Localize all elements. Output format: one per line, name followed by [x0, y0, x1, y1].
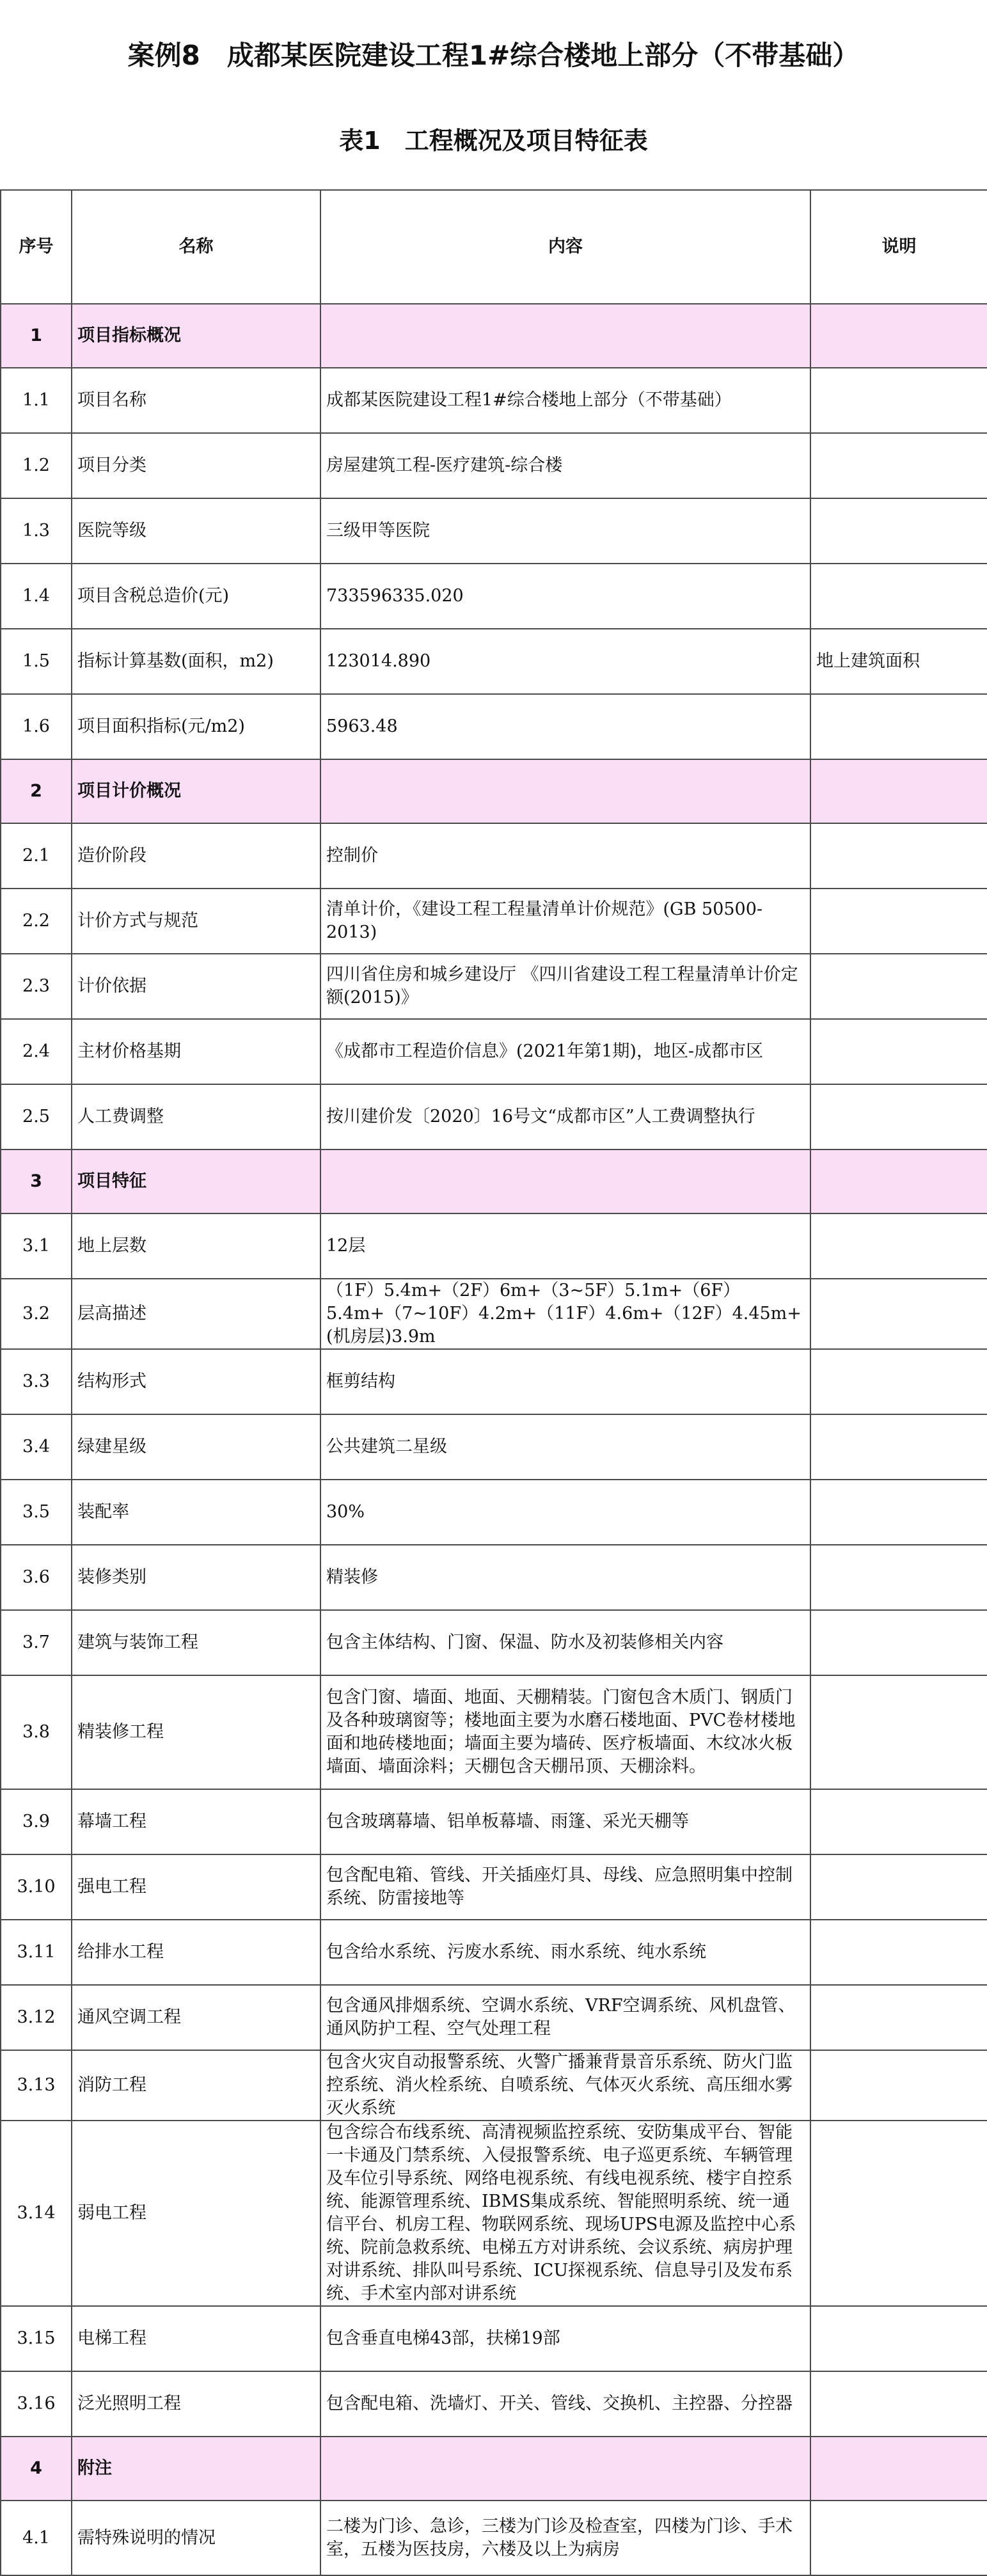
cell-name: 项目面积指标(元/m2) [72, 694, 320, 759]
table-row [1, 889, 987, 954]
table-row [1, 1545, 987, 1610]
cell-name: 给排水工程 [72, 1920, 320, 1985]
cell-note [810, 2121, 987, 2306]
table-row [1, 2371, 987, 2437]
table-row [1, 1084, 987, 1150]
cell-content: 733596335.020 [320, 564, 810, 629]
cell-content: 包含综合布线系统、高清视频监控系统、安防集成平台、智能一卡通及门禁系统、入侵报警系统、电子巡更系统、车辆管理及车位引导系统、网络电视系统、有线电视系统、楼宇自控系统、能源管理系统、IBMS集成系统、智能照明系统、统一通信平台、机房工程、物联网系统、现场UPS电源及监控中心系统、院前急救系统、电梯五方对讲系统、会议系统、病房护理对讲系统、排队叫号系统、ICU探视系统、信息导引及发布系统、手术室内部对讲系统 [320, 2121, 810, 2306]
cell-content: 包含主体结构、门窗、保温、防水及初装修相关内容 [320, 1610, 810, 1675]
cell-name: 项目计价概况 [72, 759, 320, 823]
cell-no: 3.3 [1, 1349, 72, 1414]
cell-note [810, 564, 987, 629]
cell-name: 计价方式与规范 [72, 889, 320, 954]
cell-no: 2.4 [1, 1019, 72, 1084]
cell-name: 装修类别 [72, 1545, 320, 1610]
cell-content [320, 2437, 810, 2501]
cell-name: 附注 [72, 2437, 320, 2501]
cell-content [320, 304, 810, 368]
cell-no: 3.14 [1, 2121, 72, 2306]
cell-name: 弱电工程 [72, 2121, 320, 2306]
cell-note [810, 1084, 987, 1150]
cell-name: 指标计算基数(面积，m2) [72, 629, 320, 694]
cell-note [810, 433, 987, 498]
cell-note [810, 1675, 987, 1789]
cell-name: 幕墙工程 [72, 1789, 320, 1854]
cell-content: 清单计价，《建设工程工程量清单计价规范》(GB 50500-2013) [320, 889, 810, 954]
cell-content: 包含配电箱、管线、开关插座灯具、母线、应急照明集中控制系统、防雷接地等 [320, 1854, 810, 1920]
table-row [1, 1414, 987, 1480]
cell-name: 项目特征 [72, 1150, 320, 1213]
table-row [1, 1213, 987, 1279]
cell-content: 包含通风排烟系统、空调水系统、VRF空调系统、风机盘管、通风防护工程、空气处理工程 [320, 1985, 810, 2050]
cell-note [810, 1610, 987, 1675]
cell-no: 4 [1, 2437, 72, 2501]
cell-content: 房屋建筑工程-医疗建筑-综合楼 [320, 433, 810, 498]
cell-no: 2.1 [1, 823, 72, 889]
cell-content: 包含火灾自动报警系统、火警广播兼背景音乐系统、防火门监控系统、消火栓系统、自喷系统、气体灭火系统、高压细水雾灭火系统 [320, 2050, 810, 2121]
cell-note [810, 1213, 987, 1279]
table-row [1, 368, 987, 433]
cell-content: 二楼为门诊、急诊，三楼为门诊及检查室，四楼为门诊、手术室，五楼为医技房，六楼及以上为病房 [320, 2501, 810, 2575]
header-note: 说明 [810, 190, 987, 304]
cell-no: 1.6 [1, 694, 72, 759]
cell-note [810, 2437, 987, 2501]
table-row [1, 1019, 987, 1084]
cell-content: 包含玻璃幕墙、铝单板幕墙、雨篷、采光天棚等 [320, 1789, 810, 1854]
cell-no: 1.1 [1, 368, 72, 433]
table-row [1, 2050, 987, 2121]
table-row [1, 1675, 987, 1789]
cell-content: 包含门窗、墙面、地面、天棚精装。门窗包含木质门、钢质门及各种玻璃窗等；楼地面主要为水磨石楼地面、PVC卷材楼地面和地砖楼地面；墙面主要为墙砖、医疗板墙面、木纹冰火板墙面、墙面涂料；天棚包含天棚吊顶、天棚涂料。 [320, 1675, 810, 1789]
cell-note [810, 1545, 987, 1610]
cell-note [810, 889, 987, 954]
header-name: 名称 [72, 190, 320, 304]
table-row [1, 564, 987, 629]
cell-name: 通风空调工程 [72, 1985, 320, 2050]
cell-name: 装配率 [72, 1480, 320, 1545]
cell-note [810, 1150, 987, 1213]
cell-note [810, 1789, 987, 1854]
cell-content: 包含给水系统、污废水系统、雨水系统、纯水系统 [320, 1920, 810, 1985]
cell-no: 3.16 [1, 2371, 72, 2437]
cell-note [810, 694, 987, 759]
cell-no: 2.2 [1, 889, 72, 954]
cell-name: 项目指标概况 [72, 304, 320, 368]
cell-name: 项目名称 [72, 368, 320, 433]
cell-no: 3.7 [1, 1610, 72, 1675]
cell-name: 强电工程 [72, 1854, 320, 1920]
table-row [1, 823, 987, 889]
cell-note [810, 823, 987, 889]
cell-note [810, 368, 987, 433]
cell-no: 1.3 [1, 498, 72, 564]
header-no: 序号 [1, 190, 72, 304]
cell-note [810, 2501, 987, 2575]
section-row [1, 304, 987, 368]
section-row [1, 2437, 987, 2501]
cell-no: 3.4 [1, 1414, 72, 1480]
cell-name: 主材价格基期 [72, 1019, 320, 1084]
cell-content: 5963.48 [320, 694, 810, 759]
cell-name: 消防工程 [72, 2050, 320, 2121]
cell-no: 2.5 [1, 1084, 72, 1150]
table-row [1, 433, 987, 498]
page-title: 案例8 成都某医院建设工程1#综合楼地上部分（不带基础） [127, 40, 860, 71]
table-row [1, 1279, 987, 1349]
cell-content: 123014.890 [320, 629, 810, 694]
cell-note [810, 498, 987, 564]
cell-name: 建筑与装饰工程 [72, 1610, 320, 1675]
cell-no: 3.1 [1, 1213, 72, 1279]
header-row [1, 190, 987, 304]
project-spec-table [0, 189, 987, 2576]
cell-no: 3.11 [1, 1920, 72, 1985]
cell-no: 1.4 [1, 564, 72, 629]
cell-note [810, 1414, 987, 1480]
cell-name: 层高描述 [72, 1279, 320, 1349]
cell-note [810, 759, 987, 823]
cell-content: 四川省住房和城乡建设厅 《四川省建设工程工程量清单计价定额(2015)》 [320, 954, 810, 1019]
cell-no: 3.6 [1, 1545, 72, 1610]
cell-name: 医院等级 [72, 498, 320, 564]
cell-content: 30% [320, 1480, 810, 1545]
cell-name: 绿建星级 [72, 1414, 320, 1480]
cell-name: 计价依据 [72, 954, 320, 1019]
cell-name: 泛光照明工程 [72, 2371, 320, 2437]
table-row [1, 1349, 987, 1414]
table-row [1, 1610, 987, 1675]
cell-name: 项目含税总造价(元) [72, 564, 320, 629]
cell-no: 3.10 [1, 1854, 72, 1920]
table-row [1, 1854, 987, 1920]
cell-note [810, 1019, 987, 1084]
table-row [1, 1985, 987, 2050]
cell-note [810, 954, 987, 1019]
cell-note [810, 1349, 987, 1414]
cell-no: 2.3 [1, 954, 72, 1019]
cell-no: 1.2 [1, 433, 72, 498]
table-row [1, 1789, 987, 1854]
table-title: 表1 工程概况及项目特征表 [339, 127, 648, 155]
cell-no: 2 [1, 759, 72, 823]
table-row [1, 954, 987, 1019]
cell-no: 3.15 [1, 2306, 72, 2371]
cell-content: （1F）5.4m+（2F）6m+（3~5F）5.1m+（6F）5.4m+（7~10F）4.2m+（11F）4.6m+（12F）4.45m+(机房层)3.9m [320, 1279, 810, 1349]
cell-name: 人工费调整 [72, 1084, 320, 1150]
cell-content: 三级甲等医院 [320, 498, 810, 564]
cell-name: 项目分类 [72, 433, 320, 498]
table-row [1, 1920, 987, 1985]
cell-content: 《成都市工程造价信息》(2021年第1期)，地区-成都市区 [320, 1019, 810, 1084]
cell-no: 3.9 [1, 1789, 72, 1854]
section-row [1, 1150, 987, 1213]
header-content: 内容 [320, 190, 810, 304]
cell-note: 地上建筑面积 [810, 629, 987, 694]
cell-name: 精装修工程 [72, 1675, 320, 1789]
cell-no: 3.2 [1, 1279, 72, 1349]
table-row [1, 629, 987, 694]
cell-content: 控制价 [320, 823, 810, 889]
cell-name: 造价阶段 [72, 823, 320, 889]
cell-no: 3.5 [1, 1480, 72, 1545]
cell-content: 公共建筑二星级 [320, 1414, 810, 1480]
cell-content [320, 1150, 810, 1213]
cell-content: 成都某医院建设工程1#综合楼地上部分（不带基础） [320, 368, 810, 433]
cell-content: 包含配电箱、洗墙灯、开关、管线、交换机、主控器、分控器 [320, 2371, 810, 2437]
table-row [1, 2501, 987, 2575]
cell-content: 框剪结构 [320, 1349, 810, 1414]
cell-name: 电梯工程 [72, 2306, 320, 2371]
cell-note [810, 1920, 987, 1985]
table-row [1, 1480, 987, 1545]
cell-no: 3.13 [1, 2050, 72, 2121]
cell-no: 1.5 [1, 629, 72, 694]
section-row [1, 759, 987, 823]
cell-no: 3.12 [1, 1985, 72, 2050]
cell-no: 3 [1, 1150, 72, 1213]
cell-no: 1 [1, 304, 72, 368]
cell-note [810, 2050, 987, 2121]
cell-content: 精装修 [320, 1545, 810, 1610]
cell-name: 地上层数 [72, 1213, 320, 1279]
cell-note [810, 1854, 987, 1920]
cell-content [320, 759, 810, 823]
table-row [1, 694, 987, 759]
table-row [1, 2121, 987, 2306]
table-row [1, 498, 987, 564]
table-row [1, 2306, 987, 2371]
cell-name: 需特殊说明的情况 [72, 2501, 320, 2575]
cell-name: 结构形式 [72, 1349, 320, 1414]
cell-note [810, 1480, 987, 1545]
cell-no: 4.1 [1, 2501, 72, 2575]
cell-content: 包含垂直电梯43部，扶梯19部 [320, 2306, 810, 2371]
cell-note [810, 2371, 987, 2437]
cell-no: 3.8 [1, 1675, 72, 1789]
cell-note [810, 1985, 987, 2050]
cell-note [810, 2306, 987, 2371]
cell-content: 12层 [320, 1213, 810, 1279]
cell-note [810, 304, 987, 368]
cell-content: 按川建价发〔2020〕16号文“成都市区”人工费调整执行 [320, 1084, 810, 1150]
cell-note [810, 1279, 987, 1349]
